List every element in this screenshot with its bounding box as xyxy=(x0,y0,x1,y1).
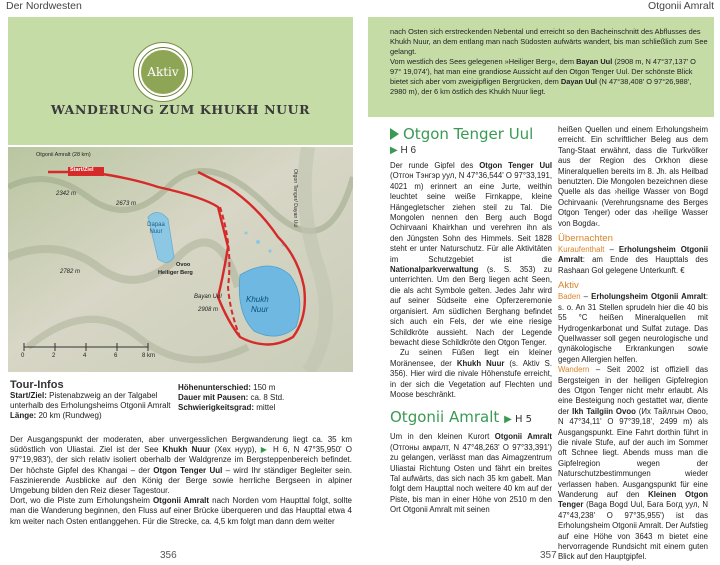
scale-tick-6: 6 xyxy=(114,353,118,359)
map-label-road: Otgon Tenger/ Dayan Uul xyxy=(292,169,298,228)
length-text: 20 km (Rundweg) xyxy=(38,411,102,420)
duration-label: Dauer mit Pausen: xyxy=(178,393,249,402)
map-label-peak2: 2673 m xyxy=(116,201,137,207)
map-label-peak3: 2782 m xyxy=(60,269,81,275)
section-heading-otgon-tenger: Otgon Tenger Uul xyxy=(390,125,552,143)
subheading-aktiv: Aktiv xyxy=(558,280,579,292)
subheading-uebernachten: Übernachten xyxy=(558,233,613,245)
section-arrow-icon xyxy=(390,128,399,140)
aktiv-badge xyxy=(133,42,193,102)
grid-arrow-icon: ▶ xyxy=(390,145,398,156)
uebernachten-entry: Kuraufenthalt – Erholungsheim Otgonii Amralt: am Ende des Haupttals des Rashaan Gol gelegene Unterkunft. € xyxy=(558,245,708,275)
right-column-2 xyxy=(558,125,708,563)
start-label: Start/Ziel: xyxy=(10,391,47,400)
tour-info-title: Tour-Infos xyxy=(10,379,64,391)
map-label-start: Start/Ziel xyxy=(70,167,94,173)
difficulty-label: Schwierigkeitsgrad: xyxy=(178,403,255,412)
grid-arrow-icon: ▶ xyxy=(504,414,512,426)
difficulty-text: mittel xyxy=(256,403,276,412)
section-heading-otgonii-amralt: Otgonii Amralt ▶ H 5 xyxy=(390,408,533,427)
aktiv-entry-wandern: Wandern – Seit 2002 ist offiziell das Bergsteigen in der heiligen Gipfelregion des Otgon Tenger nicht mehr erlaubt. Als eine Besteigung noch gestattet war, diente der Ikh Tailgiin Ovoo (Их Тайлгын Овоо, N 47°34,11' O 97°39,18', 2499 m) als Ausgangspunkt. Eine Fahrt dorthin führt in die nivale Stufe, auf der auch im Sommer oft Schnee liegt. Abends muss man die Gipfelregion wegen der Naturschutzbestimmungen wieder verlassen haben. Ausgangspunkt für eine Wanderung auf den Kleinen Otgon Tenger (Baga Bogd Uul, Бага Богд уул, N 47°43,238' O 97°35,955') ist das Erholungsheim Otgonii Amralt. Der Aufstieg auf eine Höhe von 3643 m bietet eine hervorragende Rundsicht mit einem guten Blick auf den Hauptgipfel. xyxy=(558,365,709,562)
map-label-ovoo: Ovoo xyxy=(176,262,191,268)
tour-info-right xyxy=(178,383,356,413)
hike-map xyxy=(8,147,353,372)
otgon-tenger-paragraph-1: Der runde Gipfel des Otgon Tenger Uul (Отгон Тэнгэр уул, N 47°36,544' O 97°33,191, 4021 m) erinnert an eine Jurte, weithin leuchtet seine weiße Firnkappe, kleine Hängegletscher ziehen steil zu Tal. Die Mongolen nennen den Berg auch Bogd Ochirvaani Khairkhan und verehren ihn als den Jüngsten Sohn des Himmels. Seit 1828 steht er unter Naturschutz. Für alle Aktivitäten im Schutzgebiet ist die Nationalparkverwaltung (s. S. 353) zu unterrichten. Um den Berg liegen acht Seen, die als acht Symbole gelten. Jedes Jahr wird auf seiner Südseite eine Opferzeremonie organisiert. Am südlichen Berghang befindet sich auch ein Fels, der wie eine riesige Schildkröte aussieht. Nach der Legende bewacht diese Schildkröte den Otgon Tenger. xyxy=(390,161,553,347)
duration-text: ca. 8 Std. xyxy=(250,393,285,402)
length-label: Länge: xyxy=(10,411,37,420)
left-paragraph-1: Der Ausgangspunkt der moderaten, aber unvergesslichen Bergwanderung liegt ca. 35 km südöstlich von Uliastai. Ziel ist der See Khukh Nuur (Хөх нуур), ▶ H 6, N 47°35,950' O 97°19,983'), der sich relativ isoliert oberhalb der Waldgrenze im Bergsteppenbereich befindet. Der höchste Gipfel des Khangai – der Otgon Tenger Uul – wird Ihr ständiger Begleiter sein. Faszinierende Ausblicke auf den König der Berge sowie herrliche Bergseen in alpiner Umgebung bilden den Reiz dieser Tagestour. xyxy=(10,435,353,496)
running-head-right: Otgonii Amralt xyxy=(648,0,714,12)
height-label: Höhenunterschied: xyxy=(178,383,251,392)
hike-title: WANDERUNG ZUM KHUKH NUUR xyxy=(50,102,311,117)
scale-tick-8: 8 km xyxy=(142,353,156,359)
col2-paragraph-1: heißen Quellen und einem Erholungsheim erreicht. Ein schriftlicher Beleg aus dem Tang-Staat erwähnt, dass die Turkvölker aus der Region des Orkhon diese Mineralquellen bereits im 8. Jh. als Heilbad benutzten. Die Mongolen bezeichnen diese Quelle als das ›heilige Wasser von Bogd Ochirvaani‹ (Verehrungsname des Berges Otgon Tenger) oder das ›heilige Wasser von Bogda‹. xyxy=(558,125,708,228)
map-label-resort: Otgonii Amralt (28 km) xyxy=(36,152,91,158)
map-label-lake2b: Nuur xyxy=(251,305,269,314)
map-label-peak1: 2342 m xyxy=(56,191,77,197)
map-label-ovoo2: Heiliger Berg xyxy=(158,270,193,276)
scale-tick-4: 4 xyxy=(83,353,87,359)
map-label-bayan: Bayan Uul xyxy=(194,294,222,300)
box-paragraph-2: Vom westlich des Sees gelegenen »Heiliger Berg«, dem Bayan Uul (2908 m, N 47°37,137' O 97° 19,074'), hat man eine grandiose Aussicht auf den Otgon Tenger Uul. Der schönste Blick bietet sich aber vom zweigipfligen Bergrücken, dem Dayan Uul (N 47°38,408' O 97°26,988', 2980 m), der 6 km östlich des Khukh Nuur liegt. xyxy=(390,57,696,96)
map-graphic xyxy=(8,147,353,372)
page-number-right: 357 xyxy=(540,550,557,561)
scale-tick-2: 2 xyxy=(52,353,56,359)
aktiv-badge-label: Aktiv xyxy=(139,48,187,96)
map-label-lake2a: Khukh xyxy=(246,295,269,304)
otgonii-amralt-paragraph-1: Um in den kleinen Kurort Otgonii Amralt (Отгоны амралт, N 47°48,263' O 97°33,391') zu gelangen, verlässt man das Aimagzentrum Uliastai Richtung Osten und fährt ein breites Tal aufwärts, das sich nach 35 km gabelt. Man folgt dem Haupttal noch weitere 40 km auf der Piste, bis man in einer Höhe von 2510 m den Ort Otgonii Amralt mit seinen xyxy=(390,432,552,515)
box-paragraph-1: nach Osten sich erstreckenden Nebental und erreicht so den Bacheinschnitt des Abflusses des Khukh Nuur, an dem entlang man nach Südosten aufwärts wandert, bis man schließlich zum See gelangt. xyxy=(390,27,708,56)
left-body-text xyxy=(10,435,352,527)
scale-tick-0: 0 xyxy=(21,353,25,359)
grid-ref-h6: ▶ H 6 xyxy=(390,145,417,156)
start-text: Pistenabzweig an der Talgabel unterhalb des Erholungsheims Otgonii Amralt xyxy=(10,391,171,410)
otgon-tenger-paragraph-2: Zu seinen Füßen liegt ein kleiner Moränensee, der Khukh Nuur (s. Aktiv S. 356). Hier wird die nivale Höhenstufe erreicht, in der sich die Vegetation auf Flechten und Moose beschränkt. xyxy=(390,348,552,399)
right-column-1 xyxy=(390,125,552,516)
aktiv-entry-baden: Baden – Erholungsheim Otgonii Amralt: s. o. An 31 Stellen sprudeln hier die 40 bis 55 °C heißen Mineralquellen mit Hydrogenkarbonat und Sulfat zutage. Das Quellwasser soll gegen neurologische und gynäkologische Erkrankungen sowie gegen Allergien helfen. xyxy=(558,292,708,364)
left-paragraph-2: Dort, wo die Piste zum Erholungsheim Otgonii Amralt nach Norden vom Haupttal folgt, sollte man die Wanderung beginnen, den Fluss auf einer Brücke überqueren und das Haupttal etwa 4 km weiter nach Osten entlanggehen. Für die Strecke, ca. 4,5 km folgt man dann dem weiter xyxy=(10,496,352,526)
continuation-box xyxy=(368,17,714,117)
page-number-left: 356 xyxy=(160,550,177,561)
tour-info-left xyxy=(10,380,180,421)
map-label-lake1: Dapaa Nuur xyxy=(147,222,165,235)
map-label-bayan-height: 2908 m xyxy=(198,307,219,313)
running-head-left: Der Nordwesten xyxy=(6,0,82,12)
height-text: 150 m xyxy=(253,383,276,392)
